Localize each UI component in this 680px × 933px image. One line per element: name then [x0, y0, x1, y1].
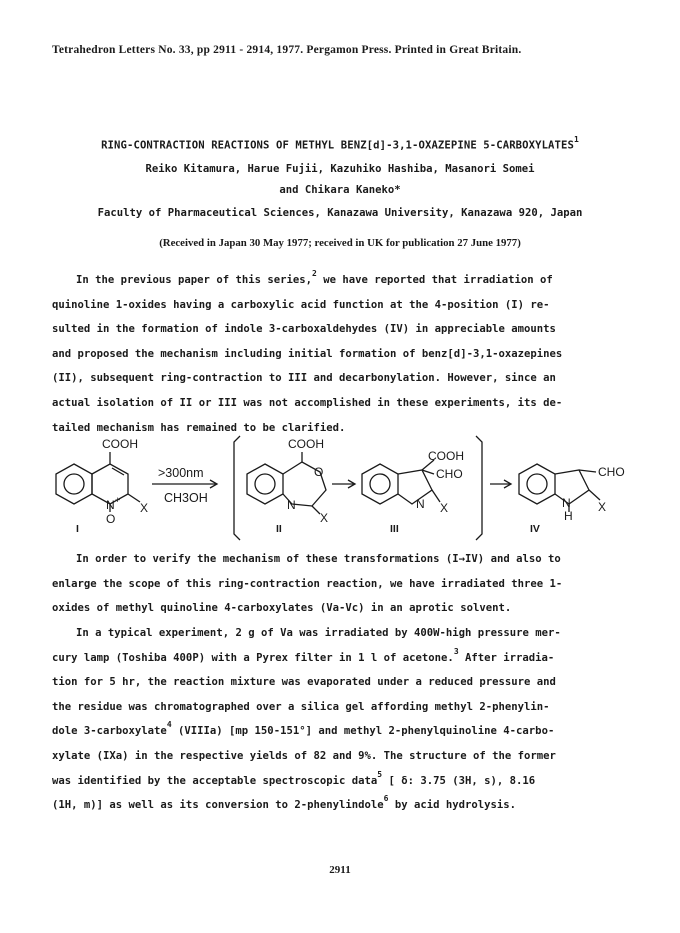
condition-wavelength: >300nm — [158, 466, 204, 480]
compound-IV-structure — [519, 464, 600, 512]
compound-label-II: II — [276, 523, 282, 535]
reference-marker: 2 — [312, 269, 317, 278]
authors-line-2: and Chikara Kaneko* — [279, 184, 401, 196]
text-run: In the previous paper of this series, — [76, 274, 312, 286]
compound-label-IV: IV — [530, 523, 540, 535]
reference-marker: 6 — [383, 794, 389, 804]
paragraph-line: oxides of methyl quinoline 4-carboxylates (Va-Vc) in an aprotic solvent. — [52, 602, 512, 615]
authors-line-1: Reiko Kitamura, Harue Fujii, Kazuhiko Hashiba, Masanori Somei — [145, 163, 535, 175]
page-number: 2911 — [329, 864, 351, 876]
paragraph-line: the residue was chromatographed over a silica gel affording methyl 2-phenylin- — [52, 700, 550, 713]
paragraph-line: tailed mechanism has remained to be clarified. — [52, 421, 346, 434]
received-dates: (Received in Japan 30 May 1977; received in UK for publication 27 June 1977) — [159, 237, 521, 249]
paragraph-1 — [52, 268, 632, 440]
text-run: cury lamp (Toshiba 400P) with a Pyrex filter in 1 l of acetone. — [52, 651, 454, 664]
text-run: we have reported that irradiation of — [316, 274, 553, 286]
compound-III-structure — [362, 460, 440, 504]
indole-hydrogen-label: H — [564, 509, 573, 523]
nitrogen-label: N — [416, 497, 425, 511]
affiliation: Faculty of Pharmaceutical Sciences, Kanazawa University, Kanazawa 920, Japan — [97, 207, 583, 219]
text-run: by acid hydrolysis. — [388, 799, 517, 812]
nitrogen-label: N — [562, 496, 571, 510]
text-run: (VIIIa) [mp 150-151°] and methyl 2-phenylquinoline 4-carbo- — [171, 725, 555, 738]
nitrogen-label: N — [287, 498, 296, 512]
paragraph-2 — [52, 547, 632, 621]
reference-marker: 5 — [377, 769, 383, 779]
paragraph-line — [52, 719, 632, 744]
text-run: After irradia- — [458, 651, 555, 664]
paragraph-line — [52, 646, 632, 671]
oxygen-label: O — [106, 512, 116, 526]
reference-marker: 4 — [166, 720, 172, 730]
text-run: (1H, m)] as well as its conversion to 2-phenylindole — [52, 799, 384, 812]
substituent-x-label: X — [598, 500, 607, 514]
paragraph-line: tion for 5 hr, the reaction mixture was evaporated under a reduced pressure and — [52, 676, 556, 689]
paragraph-line: In a typical experiment, 2 g of Va was irradiated by 400W-high pressure mer- — [76, 627, 561, 639]
text-run: [ δ: 3.75 (3H, s), 8.16 — [382, 774, 536, 787]
text-run: was identified by the acceptable spectroscopic data — [52, 774, 378, 787]
paragraph-line: In order to verify the mechanism of these transformations (I→IV) and also to — [76, 553, 561, 565]
substituent-x-label: X — [320, 511, 329, 525]
article-title — [30, 137, 650, 152]
cooh-label: COOH — [288, 437, 324, 451]
cho-label: CHO — [598, 465, 625, 479]
compound-label-III: III — [390, 523, 399, 535]
substituent-x-label: X — [440, 501, 449, 515]
paragraph-3 — [52, 621, 632, 818]
journal-citation: Tetrahedron Letters No. 33, pp 2911 - 2914, 1977. Pergamon Press. Printed in Great Britain. — [52, 44, 522, 56]
substituent-x-label: X — [140, 501, 149, 515]
plus-charge-label: + — [115, 495, 121, 505]
compound-label-I: I — [76, 523, 79, 535]
cooh-label: COOH — [102, 437, 138, 451]
reference-marker: 3 — [453, 646, 459, 656]
paragraph-line: sulted in the formation of indole 3-carboxaldehydes (IV) in appreciable amounts — [52, 323, 556, 336]
paragraph-line — [52, 793, 632, 818]
text-run: dole 3-carboxylate — [52, 725, 167, 738]
paragraph-line: (II), subsequent ring-contraction to III and decarbonylation. However, since an — [52, 372, 556, 385]
condition-solvent: CH3OH — [164, 491, 208, 505]
compound-I-structure — [56, 452, 140, 512]
paragraph-line — [52, 268, 632, 293]
paragraph-line: and proposed the mechanism including initial formation of benz[d]-3,1-oxazepines — [52, 347, 563, 360]
oxygen-label: O — [314, 465, 324, 479]
paragraph-line: xylate (IXa) in the respective yields of 82 and 9%. The structure of the former — [52, 749, 556, 762]
paragraph-line: actual isolation of II or III was not accomplished in these experiments, its de- — [52, 396, 563, 409]
title-footnote-marker: 1 — [573, 135, 579, 144]
article-title-text: RING-CONTRACTION REACTIONS OF METHYL BENZ[d]-3,1-OXAZEPINE 5-CARBOXYLATES — [101, 139, 574, 152]
paragraph-line: enlarge the scope of this ring-contraction reaction, we have irradiated three 1- — [52, 577, 563, 590]
cho-label: CHO — [436, 467, 463, 481]
paragraph-line — [52, 769, 632, 794]
nitrogen-label: N — [106, 498, 115, 512]
cooh-label: COOH — [428, 449, 464, 463]
paragraph-line: quinoline 1-oxides having a carboxylic acid function at the 4-position (I) re- — [52, 298, 550, 311]
reaction-scheme — [40, 432, 640, 544]
